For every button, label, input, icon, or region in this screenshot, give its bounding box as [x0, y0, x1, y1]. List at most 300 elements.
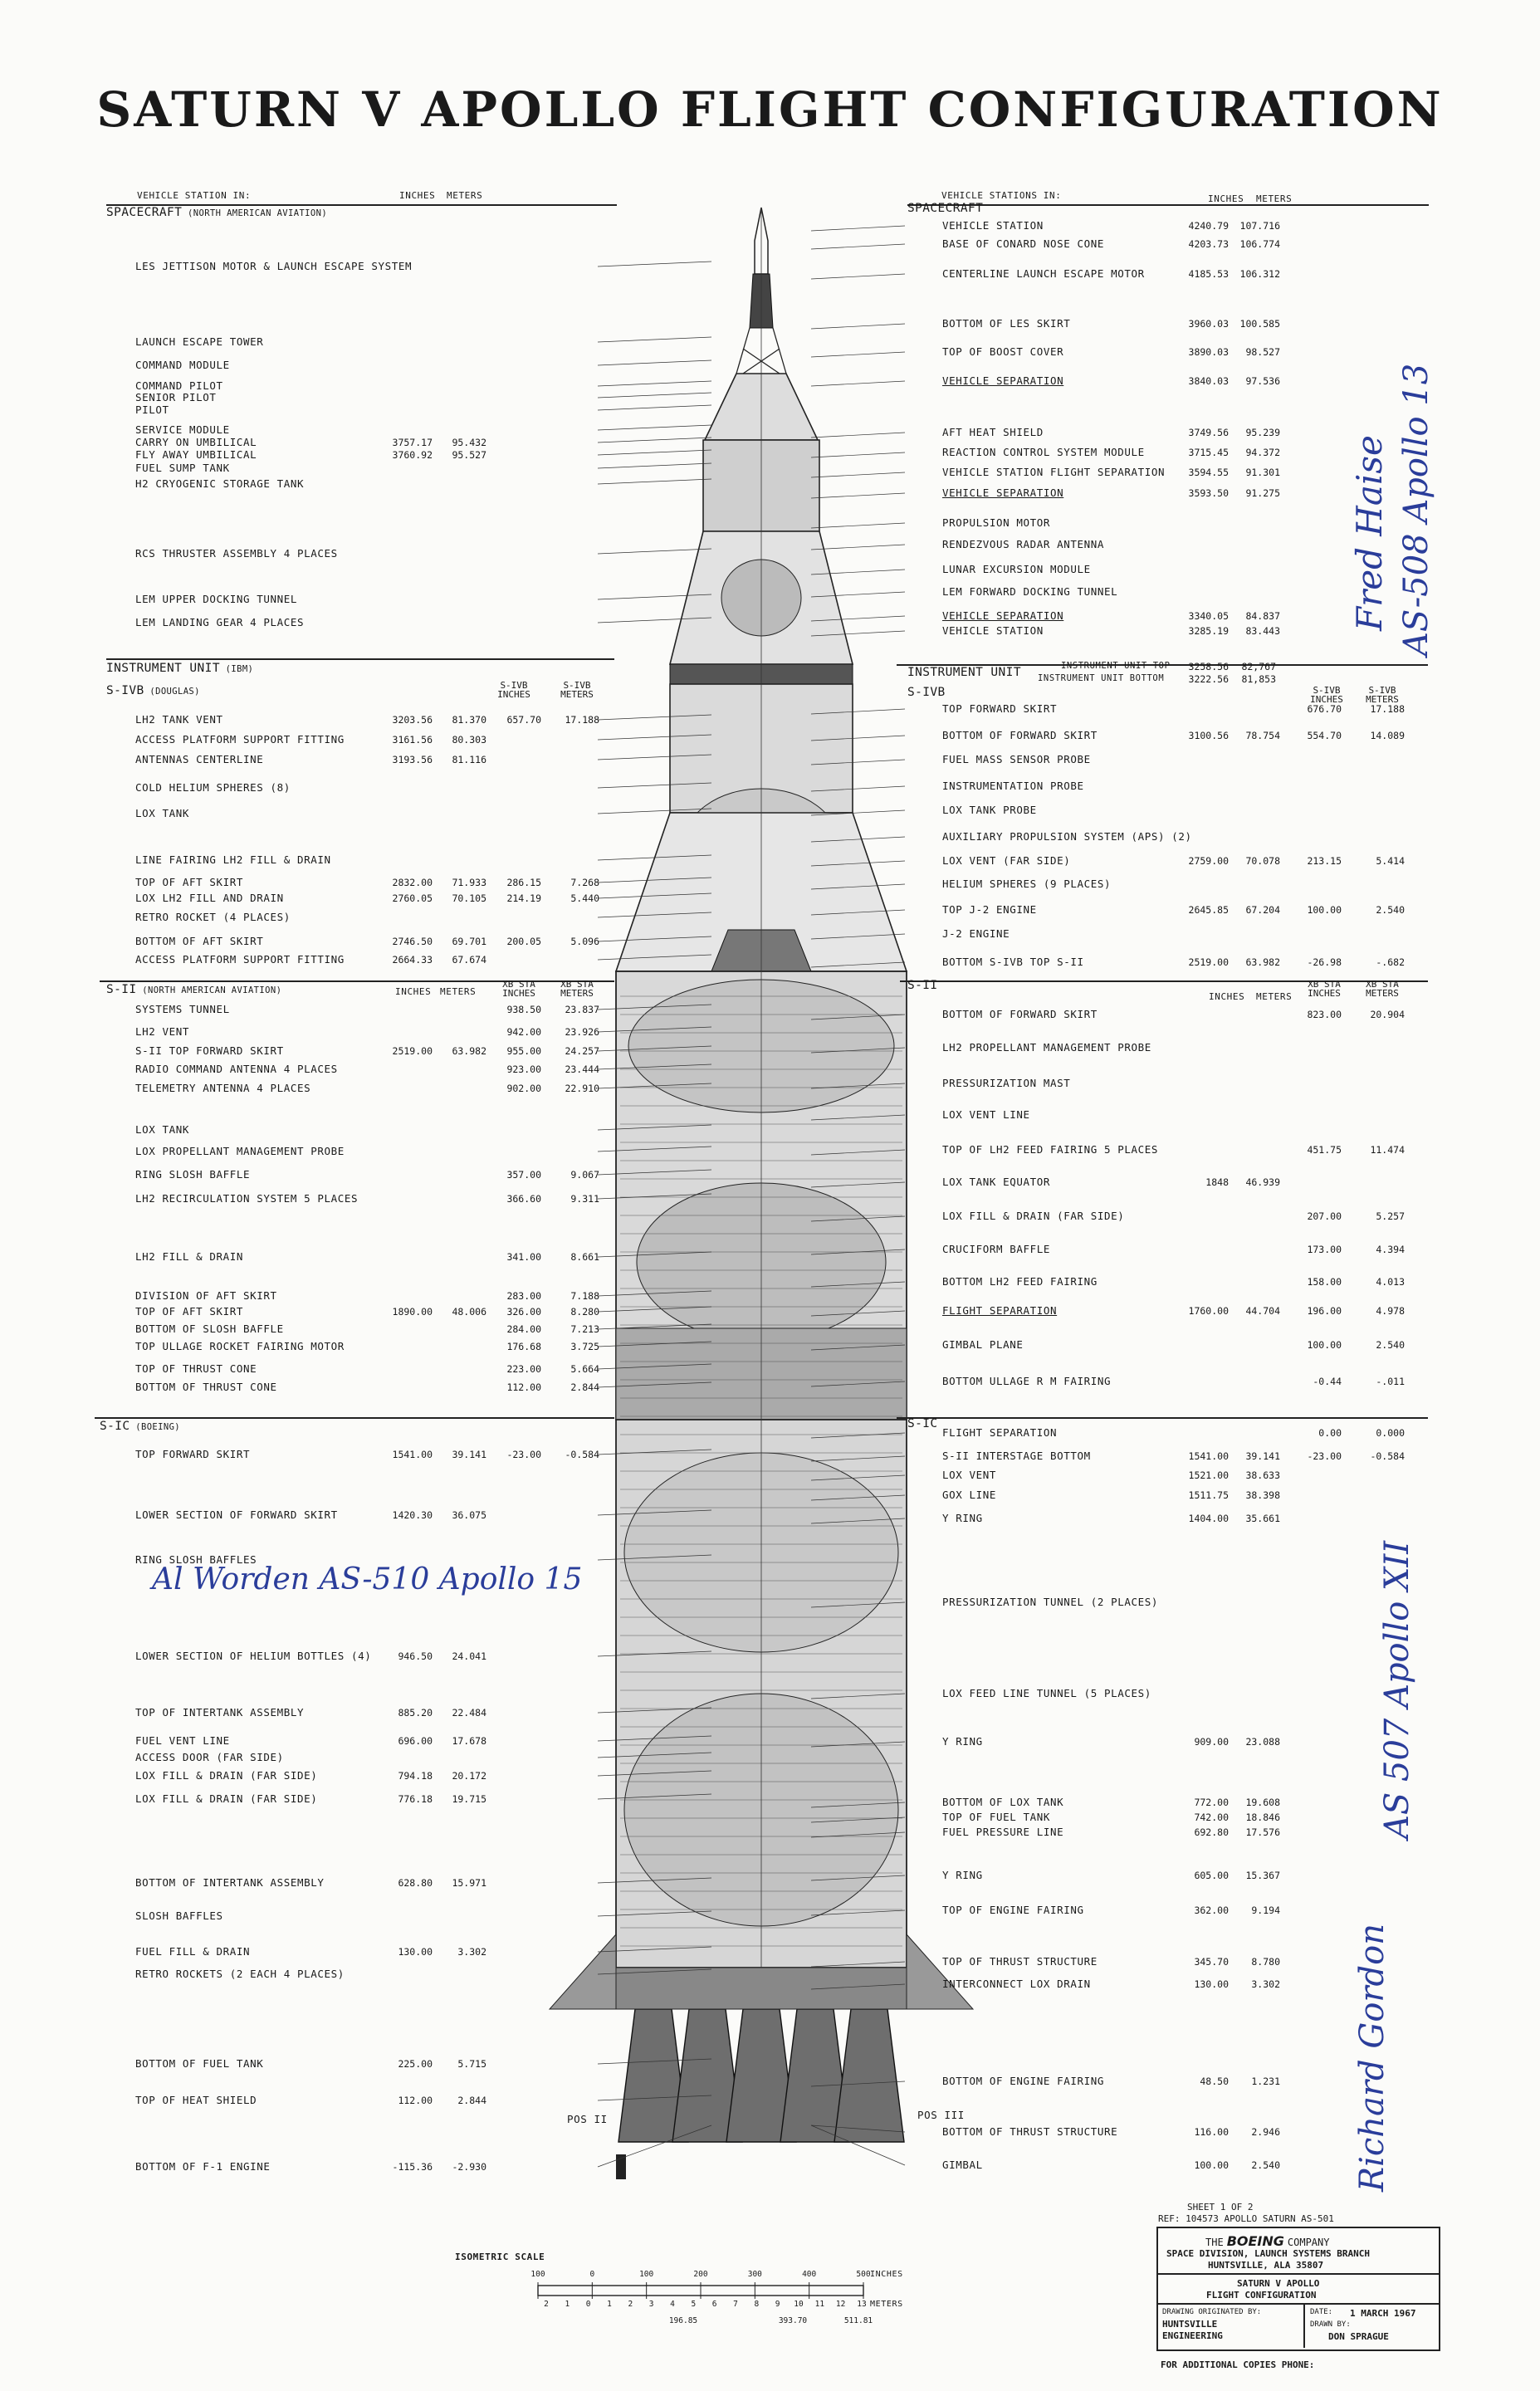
scale-meter-tick: 10 — [794, 2300, 804, 2309]
left-item-in: 112.00 — [398, 2095, 433, 2106]
leader-line — [598, 438, 711, 443]
section-iu-left-name: INSTRUMENT UNIT — [106, 662, 220, 675]
left-item-c1: 326.00 — [506, 1306, 541, 1318]
sii-right-inches-header: INCHES — [1209, 991, 1245, 1002]
left-item-m: 2.844 — [457, 2095, 486, 2106]
sii-left-inches-header: INCHES — [395, 986, 432, 997]
right-item-in: 1404.00 — [1188, 1513, 1229, 1524]
left-item-label: LAUNCH ESCAPE TOWER — [135, 335, 264, 348]
right-item-label: REACTION CONTROL SYSTEM MODULE — [942, 446, 1145, 458]
right-item-in: 1760.00 — [1188, 1305, 1229, 1317]
leader-line — [811, 472, 905, 477]
left-item-c1: 357.00 — [506, 1169, 541, 1181]
left-item-m: 15.971 — [452, 1877, 486, 1889]
left-item-m: 81.116 — [452, 754, 486, 765]
left-header-station: VEHICLE STATION IN: — [137, 190, 252, 201]
right-item-in: 3340.05 — [1188, 610, 1229, 622]
right-item-c2: -0.584 — [1370, 1450, 1405, 1462]
sic-rule-left — [95, 1417, 614, 1419]
signature-gordon-note: AS 507 Apollo XII — [1378, 1540, 1416, 1839]
right-item-label: BOTTOM OF ENGINE FAIRING — [942, 2075, 1105, 2087]
right-item-label: AUXILIARY PROPULSION SYSTEM (APS) (2) — [942, 830, 1192, 843]
page-title: SATURN V APOLLO FLIGHT CONFIGURATION — [96, 81, 1444, 138]
leader-line — [811, 452, 905, 457]
right-header-rule — [907, 204, 1429, 206]
left-item-label: TOP ULLAGE ROCKET FAIRING MOTOR — [135, 1340, 345, 1352]
left-item-m: 36.075 — [452, 1509, 486, 1521]
right-item-m: 2.946 — [1251, 2126, 1280, 2138]
right-item-m: 63.982 — [1245, 956, 1280, 968]
leader-line — [811, 226, 905, 231]
scale-meter-unit: METERS — [870, 2300, 903, 2309]
right-item-label: J-2 ENGINE — [942, 927, 1010, 940]
left-item-label: LH2 FILL & DRAIN — [135, 1250, 244, 1263]
fin-right — [907, 1934, 973, 2009]
left-item-m: 17.678 — [452, 1735, 486, 1747]
left-item-label: TOP OF THRUST CONE — [135, 1362, 257, 1375]
right-item-c1: 100.00 — [1307, 904, 1342, 916]
left-item-label: LINE FAIRING LH2 FILL & DRAIN — [135, 853, 331, 866]
section-iu-left-contractor: (IBM) — [219, 664, 254, 674]
left-item-label: ACCESS PLATFORM SUPPORT FITTING — [135, 733, 345, 746]
scale-meter-tick: 1 — [565, 2300, 570, 2309]
scale-meter-tick: 6 — [711, 2300, 717, 2309]
scale-meter-tick: 11 — [814, 2300, 825, 2309]
right-item-label: TOP OF THRUST STRUCTURE — [942, 1955, 1098, 1968]
left-item-label: SLOSH BAFFLES — [135, 1909, 223, 1922]
title-block-divider-1 — [1156, 2273, 1439, 2275]
right-item-m: 19.608 — [1245, 1797, 1280, 1808]
leader-line — [811, 381, 905, 386]
left-item-label: DIVISION OF AFT SKIRT — [135, 1289, 277, 1302]
section-sic-left-name: S-IC — [100, 1420, 130, 1433]
left-item-m: 81.370 — [452, 714, 486, 726]
section-iu-left — [106, 662, 253, 675]
right-item-label: BOTTOM LH2 FEED FAIRING — [942, 1275, 1098, 1288]
right-item-c2: -.011 — [1376, 1376, 1405, 1387]
left-item-m: 39.141 — [452, 1449, 486, 1460]
right-item-m: 38.633 — [1245, 1469, 1280, 1481]
signature-haise-note: AS-508 Apollo 13 — [1397, 363, 1435, 656]
left-item-m: 19.715 — [452, 1793, 486, 1805]
left-item-label: TELEMETRY ANTENNA 4 PLACES — [135, 1082, 311, 1094]
leader-line — [811, 244, 905, 249]
left-item-label: FLY AWAY UMBILICAL — [135, 448, 257, 461]
left-item-label: S-II TOP FORWARD SKIRT — [135, 1044, 284, 1057]
iu-top-meters: 82,767 — [1241, 661, 1276, 672]
right-item-in: 130.00 — [1194, 1978, 1229, 1990]
right-item-m: 94.372 — [1245, 447, 1280, 458]
right-item-label: LUNAR EXCURSION MODULE — [942, 563, 1091, 575]
left-item-label: FUEL VENT LINE — [135, 1734, 230, 1747]
left-item-label: SERVICE MODULE — [135, 423, 230, 436]
right-item-in: 772.00 — [1194, 1797, 1229, 1808]
right-item-in: 362.00 — [1194, 1904, 1229, 1916]
drawing-title-2: FLIGHT CONFIGURATION — [1206, 2290, 1317, 2301]
section-sivb-left-contractor: (DOUGLAS) — [144, 687, 200, 697]
date-value: 1 MARCH 1967 — [1350, 2308, 1416, 2319]
right-item-label: HELIUM SPHERES (9 PLACES) — [942, 878, 1112, 890]
right-item-label: LH2 PROPELLANT MANAGEMENT PROBE — [942, 1041, 1151, 1054]
left-item-c1: 942.00 — [506, 1026, 541, 1038]
right-item-c1: 554.70 — [1307, 730, 1342, 741]
right-item-label: FLIGHT SEPARATION — [942, 1426, 1058, 1439]
right-item-label: TOP FORWARD SKIRT — [942, 702, 1058, 715]
scale-meter-tick: 3 — [648, 2300, 654, 2309]
right-item-in: 4240.79 — [1188, 220, 1229, 232]
right-item-label: LOX VENT (FAR SIDE) — [942, 854, 1071, 867]
left-item-in: 225.00 — [398, 2058, 433, 2070]
left-item-in: 696.00 — [398, 1735, 433, 1747]
left-item-label: BOTTOM OF F-1 ENGINE — [135, 2160, 271, 2173]
left-item-c1: 923.00 — [506, 1063, 541, 1075]
right-item-label: RENDEZVOUS RADAR ANTENNA — [942, 538, 1105, 550]
right-item-label: INSTRUMENTATION PROBE — [942, 780, 1084, 792]
left-item-label: CARRY ON UMBILICAL — [135, 436, 257, 448]
left-item-label: LH2 TANK VENT — [135, 713, 223, 726]
right-item-label: FUEL PRESSURE LINE — [942, 1826, 1064, 1838]
left-item-c2: 9.067 — [570, 1169, 599, 1181]
scale-meter-tick: 5 — [691, 2300, 697, 2309]
left-item-label: LES JETTISON MOTOR & LAUNCH ESCAPE SYSTEM — [135, 260, 413, 272]
section-spacecraft-left — [106, 206, 327, 219]
right-item-c1: -23.00 — [1307, 1450, 1342, 1462]
drawn-by-value: DON SPRAGUE — [1328, 2331, 1389, 2342]
left-item-label: ACCESS PLATFORM SUPPORT FITTING — [135, 953, 345, 966]
sic-engine-fairing — [616, 1968, 907, 2009]
left-item-label: LOX TANK — [135, 1123, 190, 1136]
left-item-m: 80.303 — [452, 734, 486, 746]
right-item-m: 8.780 — [1251, 1956, 1280, 1968]
right-item-m: 18.846 — [1245, 1812, 1280, 1823]
iu-bottom-label: INSTRUMENT UNIT BOTTOM — [1038, 673, 1165, 683]
right-item-in: 3890.03 — [1188, 346, 1229, 358]
scale-meter-tick: 9 — [775, 2300, 780, 2309]
leader-line — [598, 425, 711, 430]
scale-meter-tick: 7 — [733, 2300, 738, 2309]
right-item-m: 91.275 — [1245, 487, 1280, 499]
right-item-c1: -26.98 — [1307, 956, 1342, 968]
scale-meter-tick: 2 — [628, 2300, 633, 2309]
right-item-m: 35.661 — [1245, 1513, 1280, 1524]
scale-inch-tick: 400 — [802, 2270, 817, 2279]
left-item-label: BOTTOM OF INTERTANK ASSEMBLY — [135, 1876, 325, 1889]
right-item-c2: 14.089 — [1370, 730, 1405, 741]
right-item-in: 345.70 — [1194, 1956, 1229, 1968]
drawing-reference: REF: 104573 APOLLO SATURN AS-501 — [1158, 2213, 1334, 2224]
right-item-c2: 4.394 — [1376, 1244, 1405, 1255]
sivb-left-col1-header: S-IVB INCHES — [497, 680, 530, 700]
leader-line — [598, 381, 711, 386]
left-item-c2: 5.096 — [570, 936, 599, 947]
left-item-c2: 24.257 — [565, 1045, 599, 1057]
left-item-c1: 283.00 — [506, 1290, 541, 1302]
right-item-label: LOX VENT LINE — [942, 1108, 1030, 1121]
right-item-in: 1521.00 — [1188, 1469, 1229, 1481]
right-item-label: TOP OF ENGINE FAIRING — [942, 1904, 1084, 1916]
leader-line — [811, 352, 905, 357]
left-item-label: RING SLOSH BAFFLES — [135, 1553, 257, 1566]
right-item-label: BOTTOM OF LES SKIRT — [942, 317, 1071, 330]
right-item-m: 106.312 — [1239, 268, 1280, 280]
left-item-c2: 23.444 — [565, 1063, 599, 1075]
right-item-in: 48.50 — [1200, 2076, 1229, 2087]
left-item-label: LEM LANDING GEAR 4 PLACES — [135, 616, 305, 628]
left-item-m: 63.982 — [452, 1045, 486, 1057]
right-item-in: 3593.50 — [1188, 487, 1229, 499]
sic-rule-right — [897, 1417, 1428, 1419]
drawn-by-label: DRAWN BY: — [1310, 2320, 1351, 2329]
right-item-in: 2759.00 — [1188, 855, 1229, 867]
left-item-label: TOP FORWARD SKIRT — [135, 1448, 251, 1460]
section-spacecraft-right — [907, 202, 983, 215]
right-item-c1: 158.00 — [1307, 1276, 1342, 1288]
right-item-label: LOX FEED LINE TUNNEL (5 PLACES) — [942, 1687, 1151, 1699]
iu-bottom-meters: 81,853 — [1241, 673, 1276, 685]
iu-rule-left — [106, 658, 614, 660]
left-item-label: LH2 RECIRCULATION SYSTEM 5 PLACES — [135, 1192, 359, 1205]
leader-line — [598, 479, 711, 484]
right-item-in: 3285.19 — [1188, 625, 1229, 637]
left-item-in: 3757.17 — [392, 437, 433, 448]
left-item-in: 946.50 — [398, 1650, 433, 1662]
left-item-label: FUEL SUMP TANK — [135, 462, 230, 474]
sii-left-meters-header: METERS — [440, 986, 477, 997]
right-item-c2: 4.013 — [1376, 1276, 1405, 1288]
scale-meter-tick: 8 — [754, 2300, 760, 2309]
left-item-c1: 286.15 — [506, 877, 541, 888]
right-item-in: 100.00 — [1194, 2159, 1229, 2171]
right-item-m: 38.398 — [1245, 1489, 1280, 1501]
signature-worden: Al Worden AS-510 Apollo 15 — [152, 1562, 583, 1596]
originated-line-2: ENGINEERING — [1162, 2330, 1223, 2341]
right-item-m: 39.141 — [1245, 1450, 1280, 1462]
right-item-label: BOTTOM OF LOX TANK — [942, 1796, 1064, 1808]
title-block-vertical — [1303, 2303, 1305, 2348]
right-item-in: 116.00 — [1194, 2126, 1229, 2138]
sii-left-col2-header: XB STA METERS — [560, 979, 594, 999]
additional-copies: FOR ADDITIONAL COPIES PHONE: — [1161, 2359, 1315, 2370]
signature-haise: Fred Haise — [1349, 435, 1390, 631]
left-item-c2: 23.837 — [565, 1004, 599, 1015]
right-item-in: 4203.73 — [1188, 238, 1229, 250]
left-item-label: BOTTOM OF FUEL TANK — [135, 2057, 264, 2070]
right-item-label: LOX VENT — [942, 1469, 997, 1481]
title-block-divider-2 — [1156, 2303, 1439, 2305]
left-item-m: 20.172 — [452, 1770, 486, 1782]
scale-bottom-tick: 511.81 — [843, 2316, 873, 2325]
left-item-c2: 7.188 — [570, 1290, 599, 1302]
right-item-label: BOTTOM ULLAGE R M FAIRING — [942, 1375, 1112, 1387]
left-item-m: 3.302 — [457, 1946, 486, 1958]
left-item-label: TOP OF INTERTANK ASSEMBLY — [135, 1706, 305, 1719]
left-item-label: LOX FILL & DRAIN (FAR SIDE) — [135, 1792, 318, 1805]
right-item-c2: 2.540 — [1376, 1339, 1405, 1351]
left-item-in: 2519.00 — [392, 1045, 433, 1057]
scale-inch-tick: 300 — [747, 2270, 762, 2279]
right-item-c1: 213.15 — [1307, 855, 1342, 867]
left-item-c2: 17.188 — [565, 714, 599, 726]
scale-bottom-tick: 393.70 — [778, 2316, 808, 2325]
sheet-number: SHEET 1 OF 2 — [1187, 2202, 1254, 2213]
sii-left-col1-header: XB STA INCHES — [502, 979, 535, 999]
f1-engine-nozzle — [834, 2009, 904, 2142]
right-item-label: PROPULSION MOTOR — [942, 516, 1051, 529]
left-item-c1: 366.60 — [506, 1193, 541, 1205]
right-item-c2: 17.188 — [1370, 703, 1405, 715]
right-item-label: PRESSURIZATION TUNNEL (2 PLACES) — [942, 1596, 1159, 1608]
right-item-c2: 2.540 — [1376, 904, 1405, 916]
right-item-label: TOP OF BOOST COVER — [942, 345, 1064, 358]
right-item-m: 107.716 — [1239, 220, 1280, 232]
left-item-c2: 5.440 — [570, 892, 599, 904]
originated-line-1: HUNTSVILLE — [1162, 2319, 1218, 2330]
right-item-c2: 0.000 — [1376, 1427, 1405, 1439]
right-item-label: LEM FORWARD DOCKING TUNNEL — [942, 585, 1118, 598]
right-item-c1: 207.00 — [1307, 1210, 1342, 1222]
right-item-in: 2519.00 — [1188, 956, 1229, 968]
left-item-label: TOP OF AFT SKIRT — [135, 876, 244, 888]
left-item-in: 3193.56 — [392, 754, 433, 765]
left-item-c1: 112.00 — [506, 1381, 541, 1393]
right-item-c1: 451.75 — [1307, 1144, 1342, 1156]
scale-title: ISOMETRIC SCALE — [455, 2252, 545, 2262]
left-item-label: BOTTOM OF THRUST CONE — [135, 1381, 277, 1393]
right-item-label: TOP OF FUEL TANK — [942, 1811, 1051, 1823]
right-item-m: 15.367 — [1245, 1870, 1280, 1881]
left-item-label: LH2 VENT — [135, 1025, 190, 1038]
left-item-m: 70.105 — [452, 892, 486, 904]
left-item-label: ANTENNAS CENTERLINE — [135, 753, 264, 765]
right-item-m: 100.585 — [1239, 318, 1280, 330]
left-item-in: 2832.00 — [392, 877, 433, 888]
signature-gordon: Richard Gordon — [1353, 1924, 1391, 2192]
right-item-c1: 173.00 — [1307, 1244, 1342, 1255]
right-item-m: 9.194 — [1251, 1904, 1280, 1916]
right-item-in: 692.80 — [1194, 1826, 1229, 1838]
iu-bottom-inches: 3222.56 — [1188, 673, 1229, 685]
section-sii-left-name: S-II — [106, 983, 137, 996]
left-item-m: 95.527 — [452, 449, 486, 461]
right-item-m: 2.540 — [1251, 2159, 1280, 2171]
left-item-label: SENIOR PILOT — [135, 391, 217, 403]
left-item-c2: 9.311 — [570, 1193, 599, 1205]
left-item-in: 1890.00 — [392, 1306, 433, 1318]
section-sivb-right-name: S-IVB — [907, 686, 946, 699]
leader-line — [811, 274, 905, 279]
sii-right-col2-header: XB STA METERS — [1366, 979, 1399, 999]
right-item-label: VEHICLE STATION — [942, 219, 1044, 232]
leader-line — [598, 360, 711, 365]
section-sii-left — [106, 983, 281, 996]
left-item-in: 130.00 — [398, 1946, 433, 1958]
right-item-in: 2645.85 — [1188, 904, 1229, 916]
sii-right-col1-header: XB STA INCHES — [1308, 979, 1341, 999]
right-item-in: 742.00 — [1194, 1812, 1229, 1823]
section-iu-right — [907, 666, 1021, 679]
left-item-label: LOWER SECTION OF FORWARD SKIRT — [135, 1508, 338, 1521]
left-item-in: 3161.56 — [392, 734, 433, 746]
right-item-in: 1541.00 — [1188, 1450, 1229, 1462]
section-sii-right-name: S-II — [907, 979, 938, 992]
leader-line — [598, 463, 711, 468]
left-item-label: LOX LH2 FILL AND DRAIN — [135, 892, 284, 904]
right-item-label: FUEL MASS SENSOR PROBE — [942, 753, 1091, 765]
right-header-inches: INCHES — [1208, 193, 1244, 204]
right-item-label: VEHICLE STATION — [942, 624, 1044, 637]
right-item-label: BOTTOM S-IVB TOP S-II — [942, 956, 1084, 968]
leader-line — [598, 450, 711, 455]
right-item-m: 91.301 — [1245, 467, 1280, 478]
scale-meter-tick: 0 — [585, 2300, 591, 2309]
leader-line — [811, 523, 905, 528]
left-item-in: 2746.50 — [392, 936, 433, 947]
pos-iii-label: POS III — [917, 2109, 965, 2121]
leader-line — [811, 433, 905, 438]
right-item-in: 909.00 — [1194, 1736, 1229, 1748]
left-item-c1: -23.00 — [506, 1449, 541, 1460]
right-item-m: 97.536 — [1245, 375, 1280, 387]
section-sic-right-name: S-IC — [907, 1417, 938, 1430]
left-item-in: 885.20 — [398, 1707, 433, 1719]
left-item-label: PILOT — [135, 403, 169, 416]
left-item-label: RETRO ROCKET (4 PLACES) — [135, 911, 291, 923]
left-item-in: 3203.56 — [392, 714, 433, 726]
left-item-c1: 176.68 — [506, 1341, 541, 1352]
left-item-in: 628.80 — [398, 1877, 433, 1889]
left-item-c2: 2.844 — [570, 1381, 599, 1393]
left-item-in: -115.36 — [392, 2161, 433, 2173]
company-suffix: COMPANY — [1287, 2237, 1330, 2248]
section-sii-left-contractor: (NORTH AMERICAN AVIATION) — [136, 985, 282, 995]
section-sii-right — [907, 979, 938, 992]
scale-meter-tick: 1 — [607, 2300, 612, 2309]
right-header-meters: METERS — [1256, 193, 1293, 204]
right-item-m: 83.443 — [1245, 625, 1280, 637]
left-item-label: TOP OF HEAT SHIELD — [135, 2094, 257, 2106]
sivb-left-col2-header: S-IVB METERS — [560, 680, 594, 700]
company-prefix: THE — [1205, 2237, 1224, 2248]
left-item-label: BOTTOM OF SLOSH BAFFLE — [135, 1323, 284, 1335]
scale-bottom-tick: 196.85 — [668, 2316, 698, 2325]
right-item-label: LOX TANK PROBE — [942, 804, 1037, 816]
right-item-label: CRUCIFORM BAFFLE — [942, 1243, 1051, 1255]
right-item-m: 23.088 — [1245, 1736, 1280, 1748]
left-item-label: LOWER SECTION OF HELIUM BOTTLES (4) — [135, 1650, 372, 1662]
scale-inch-tick: 0 — [589, 2270, 595, 2279]
left-item-label: RING SLOSH BAFFLE — [135, 1168, 251, 1181]
sivb-right-col1-header: S-IVB INCHES — [1310, 685, 1343, 705]
section-spacecraft-left-contractor: (NORTH AMERICAN AVIATION) — [182, 208, 328, 218]
drawing-title-1: SATURN V APOLLO — [1237, 2278, 1320, 2289]
sii-right-meters-header: METERS — [1256, 991, 1293, 1002]
left-item-m: 22.484 — [452, 1707, 486, 1719]
left-item-c2: 7.213 — [570, 1323, 599, 1335]
company-division: SPACE DIVISION, LAUNCH SYSTEMS BRANCH — [1166, 2248, 1371, 2259]
left-item-label: RADIO COMMAND ANTENNA 4 PLACES — [135, 1063, 338, 1075]
iu-top-label: INSTRUMENT UNIT TOP — [1061, 661, 1171, 671]
left-item-in: 2664.33 — [392, 954, 433, 966]
left-item-label: COLD HELIUM SPHERES (8) — [135, 781, 291, 794]
scale-inch-unit: INCHES — [870, 2270, 903, 2279]
right-item-label: LOX TANK EQUATOR — [942, 1176, 1051, 1188]
left-item-c2: -0.584 — [565, 1449, 599, 1460]
right-item-in: 3715.45 — [1188, 447, 1229, 458]
right-item-label: BASE OF CONARD NOSE CONE — [942, 237, 1105, 250]
right-item-in: 605.00 — [1194, 1870, 1229, 1881]
left-item-label: LEM UPPER DOCKING TUNNEL — [135, 593, 298, 605]
right-item-label: GIMBAL PLANE — [942, 1338, 1024, 1351]
